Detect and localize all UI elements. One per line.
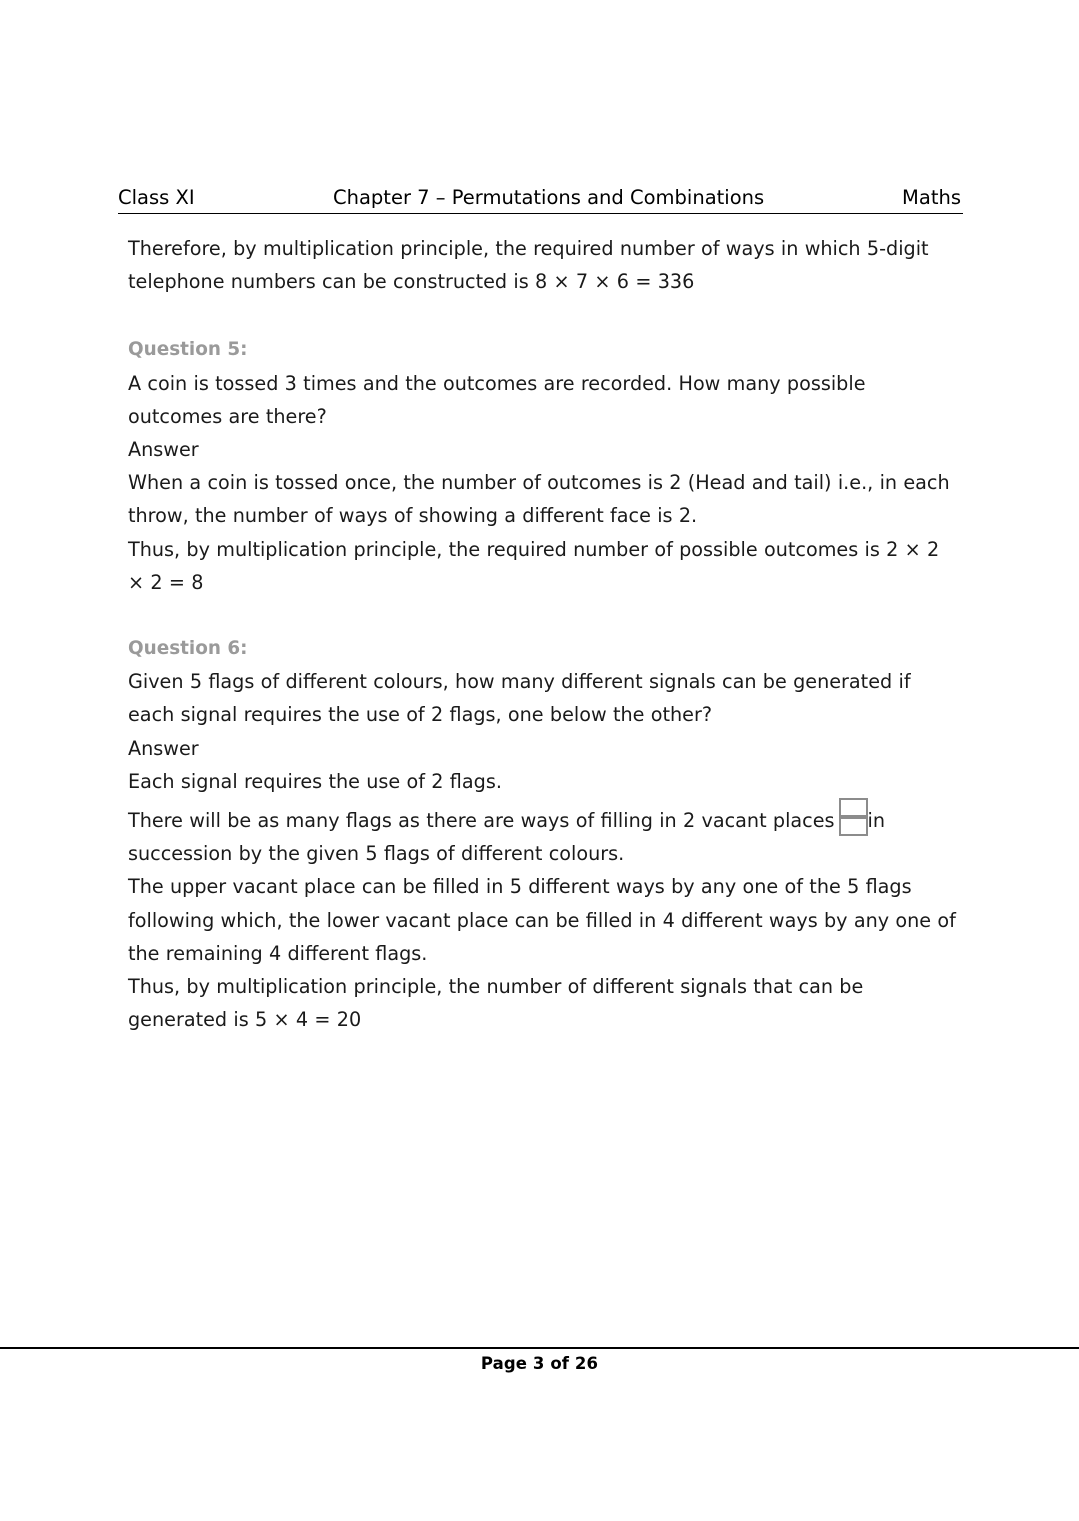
document-content (128, 232, 956, 1036)
question-6-heading: Question 6: (128, 638, 248, 660)
question-5-block (128, 333, 956, 599)
header-class-label: Class XI (118, 186, 195, 209)
question-6-answer-line-2-before-figure: There will be as many flags as there are ways of filling in 2 vacant places (128, 809, 835, 833)
vacant-place-lower-cell (839, 817, 868, 836)
header-row (118, 186, 963, 210)
question-5-answer-line-2: Thus, by multiplication principle, the required number of possible outcomes is 2 × 2 × 2 = 8 (128, 537, 940, 594)
question-6-answer-line-4: Thus, by multiplication principle, the number of different signals that can be generated is 5 × 4 = 20 (128, 975, 864, 1032)
header-divider (118, 213, 963, 214)
question-6-answer-line-2-after-figure: in succession by the given 5 flags of different colours. (128, 809, 886, 866)
question-6-answer-line-1: Each signal requires the use of 2 flags. (128, 769, 502, 793)
question-6-text: Given 5 flags of different colours, how many different signals can be generated if each signal requires the use of 2 flags, one below the other? (128, 670, 911, 727)
question-6-answer-label: Answer (128, 736, 199, 760)
header-chapter-title: Chapter 7 – Permutations and Combinations (333, 186, 765, 209)
page-number-label: Page 3 of 26 (480, 1354, 599, 1373)
vacant-place-upper-cell (839, 798, 868, 817)
question-5-text: A coin is tossed 3 times and the outcomes are recorded. How many possible outcomes are there? (128, 371, 866, 428)
question-6-block (128, 632, 956, 1036)
question-5-answer-label: Answer (128, 438, 199, 462)
question-6-answer-line-3: The upper vacant place can be filled in 5 different ways by any one of the 5 flags following which, the lower vacant place can be filled in 4 different ways by any one of the remaining 4 different flags. (128, 875, 956, 965)
question-6-answer-line-2 (128, 798, 956, 870)
question-5-heading: Question 5: (128, 339, 248, 361)
spacer (128, 298, 956, 333)
footer-divider (0, 1347, 1079, 1349)
two-vacant-places-box-figure (839, 798, 868, 836)
spacer (128, 599, 956, 632)
intro-paragraph: Therefore, by multiplication principle, the required number of ways in which 5-digit telephone numbers can be constructed is 8 × 7 × 6 = 336 (128, 237, 929, 294)
header-subject-label: Maths (902, 186, 961, 209)
page-header (118, 186, 963, 214)
question-5-answer-line-1: When a coin is tossed once, the number of outcomes is 2 (Head and tail) i.e., in each throw, the number of ways of showing a different face is 2. (128, 471, 950, 528)
